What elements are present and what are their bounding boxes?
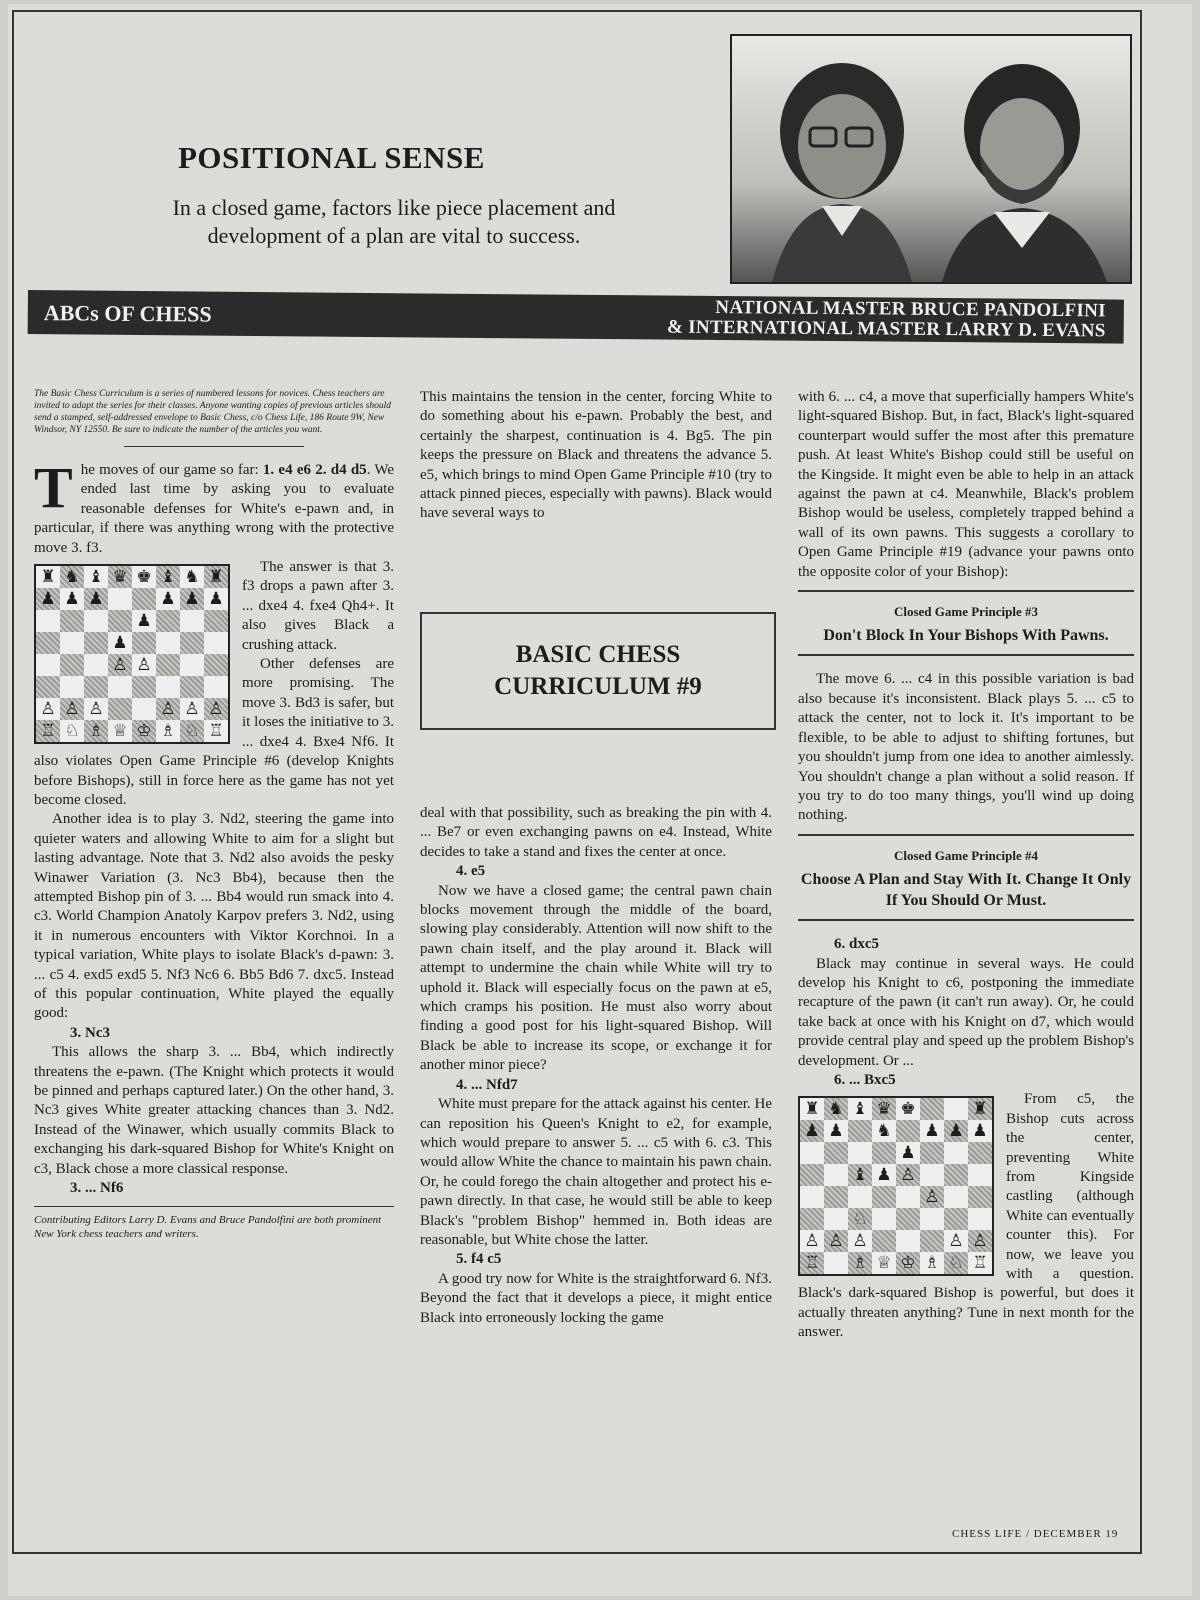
board-square [84,654,108,676]
board-square [84,676,108,698]
board-square [180,632,204,654]
board-square [36,632,60,654]
chess-piece-icon: ♟ [40,588,56,609]
board-square [204,566,228,588]
chess-board [798,1096,994,1276]
chess-diagram-2 [798,1096,994,1276]
board-square [896,1098,920,1120]
chess-piece-icon: ♙ [804,1230,820,1251]
board-square [896,1208,920,1230]
board-square [968,1120,992,1142]
chess-piece-icon: ♟ [948,1120,964,1141]
board-square [824,1186,848,1208]
column-2 [420,388,772,524]
paragraph: Now we have a closed game; the central pawn chain blocks movement through the middle of the board, slowing play considerably. Attention will now shift to the pawn chain itself, and the play around it. Black will attempt to undermine the chain while White will try to uphold it. Black will especially focus on the pawn at e5, which cramps his position. He must also worry about finding a good post for his light-squared Bishop. Will Black be able to increase its scope, or exchange it for another minor piece? [420,882,772,1074]
chess-piece-icon: ♞ [184,566,200,587]
board-square [132,588,156,610]
move-heading: 6. dxc5 [834,936,879,953]
article-title: POSITIONAL SENSE [178,140,485,175]
board-square [132,654,156,676]
board-square [848,1164,872,1186]
chess-piece-icon: ♟ [160,588,176,609]
chess-piece-icon: ♟ [88,588,104,609]
board-square [156,588,180,610]
article-subtitle: In a closed game, factors like piece placement and development of a plan are vital to success. [172,195,616,248]
paragraph: Black may continue in several ways. He could develop his Knight to c6, postponing the immediate recapture of the pawn (it can't run away). Or, he could take back at once with his Knight on d7, which would provide central play and speed up the problem Bishop's development. Or ... [798,955,1134,1069]
board-square [204,588,228,610]
board-square [944,1098,968,1120]
move-heading: 6. ... Bxc5 [834,1071,896,1088]
chess-piece-icon: ♙ [208,698,224,719]
board-square [180,566,204,588]
chess-piece-icon: ♞ [64,566,80,587]
board-square [204,676,228,698]
chess-piece-icon: ♘ [852,1208,868,1229]
board-square [800,1120,824,1142]
board-square [180,610,204,632]
board-square [848,1186,872,1208]
board-square [944,1230,968,1252]
board-square [800,1186,824,1208]
board-square [872,1230,896,1252]
board-square [108,610,132,632]
chess-piece-icon: ♙ [40,698,56,719]
board-square [920,1252,944,1274]
board-square [968,1208,992,1230]
board-square [800,1230,824,1252]
board-square [132,632,156,654]
board-square [180,676,204,698]
board-square [36,676,60,698]
chess-piece-icon: ♗ [160,720,176,741]
chess-piece-icon: ♙ [184,698,200,719]
chess-piece-icon: ♖ [972,1252,988,1273]
chess-piece-icon: ♞ [876,1120,892,1141]
board-square [156,676,180,698]
move-heading: 5. f4 c5 [456,1251,502,1268]
board-square [824,1230,848,1252]
principle-box-4 [798,834,1134,921]
paragraph: A good try now for White is the straightforward 6. Nf3. Beyond the fact that it develops a piece, it might entice Black into erroneously locking the game [420,1270,772,1326]
byline [667,298,1106,342]
board-square [920,1186,944,1208]
page-folio: CHESS LIFE / DECEMBER 19 [952,1528,1119,1540]
principle-text: Choose A Plan and Stay With It. Change It Only If You Should Or Must. [800,871,1132,910]
curriculum-title-1: BASIC CHESS [515,641,681,668]
chess-piece-icon: ♛ [876,1098,892,1119]
chess-piece-icon: ♟ [64,588,80,609]
board-square [180,698,204,720]
board-square [156,698,180,720]
board-square [848,1098,872,1120]
chess-piece-icon: ♙ [64,698,80,719]
chess-piece-icon: ♚ [136,566,152,587]
board-square [848,1208,872,1230]
chess-piece-icon: ♜ [208,566,224,587]
board-square [824,1120,848,1142]
chess-piece-icon: ♞ [828,1098,844,1119]
board-square [180,720,204,742]
board-square [920,1098,944,1120]
authors-photo [730,34,1132,284]
board-square [84,698,108,720]
board-square [60,588,84,610]
paragraph: This allows the sharp 3. ... Bb4, which indirectly threatens the e-pawn. (The Knight which protects it would be pinned and perhaps captured later.) On the other hand, 3. Nc3 gives White greater attacking chances than 3. Nd2. Instead of the Winawer, which usually commits Black to exchanging his dark-squared Bishop for White's Knight on c3, Black chose a more classical response. [34,1044,394,1177]
board-square [800,1142,824,1164]
board-square [60,720,84,742]
paragraph: This maintains the tension in the center, forcing White to do something about his e-pawn. Probably the best, and certainly the sharpest, continuation is 4. Bg5. The pin keeps the pressure on Black and threatens the advance 5. e5, which brings to mind Open Game Principle #10 (try to attack pinned pieces, especially with pawns). Black would have several ways to [420,389,772,522]
board-square [156,632,180,654]
board-square [800,1164,824,1186]
move-heading: 4. e5 [456,863,486,880]
paragraph [34,455,395,558]
board-square [968,1230,992,1252]
board-square [800,1208,824,1230]
board-square [848,1230,872,1252]
text: . We ended last time by asking you to evaluate reasonable defenses for White's e-pawn and, in particular, if there was anything wrong with the protective move 3. f3. [34,462,395,556]
board-square [132,610,156,632]
board-square [944,1252,968,1274]
chess-piece-icon: ♙ [948,1230,964,1251]
chess-piece-icon: ♟ [136,610,152,631]
chess-piece-icon: ♕ [876,1252,892,1273]
board-square [204,698,228,720]
chess-piece-icon: ♙ [852,1230,868,1251]
board-square [84,566,108,588]
board-square [920,1208,944,1230]
move-heading: 3. ... Nf6 [70,1180,124,1197]
board-square [872,1142,896,1164]
board-square [968,1164,992,1186]
chess-piece-icon: ♙ [972,1230,988,1251]
paragraph: Another idea is to play 3. Nd2, steering the game into quieter waters and allowing White to aim for a slight but lasting advantage. Note that 3. Nd2 also avoids the pesky Winawer Variation (3. Nc3 Bb4), because then the attempted Bishop pin of 3. ... Bb4 would run smack into 4. c3. World Champion Anatoly Karpov prefers 3. Nd2, using it in numerous encounters with Viktor Korchnoi. In a typical variation, White plays to isolate Black's d-pawn: 3. ... c5 4. exd5 exd5 5. Nf3 Nc6 6. Bb5 Bd6 7. dxc5. Instead of this popular continuation, White played the equally good: [34,811,394,1022]
board-square [944,1120,968,1142]
board-square [920,1164,944,1186]
chess-board [34,564,230,744]
board-square [968,1252,992,1274]
chess-piece-icon: ♟ [828,1120,844,1141]
board-square [180,588,204,610]
board-square [108,632,132,654]
board-square [108,676,132,698]
chess-piece-icon: ♝ [852,1164,868,1185]
paragraph: deal with that possibility, such as breaking the pin with 4. ... Be7 or even exchanging pawns on e4. Instead, White decides to take a stand and fixes the center at once. [420,805,772,860]
board-square [920,1120,944,1142]
board-square [180,654,204,676]
chess-piece-icon: ♜ [804,1098,820,1119]
chess-piece-icon: ♟ [804,1120,820,1141]
board-square [872,1186,896,1208]
board-square [108,654,132,676]
editor-note: The Basic Chess Curriculum is a series of numbered lessons for novices. Chess teachers are invited to adapt the series for their classes. Anyone wanting copies of previous articles should send a stamped, self-addressed envelope to Basic Chess, c/o Chess Life, 186 Route 9W, New Windsor, NY 12550. Be sure to indicate the number of the articles you want. [34,389,392,435]
board-square [156,566,180,588]
chess-piece-icon: ♖ [804,1252,820,1273]
chess-piece-icon: ♔ [136,720,152,741]
board-square [84,632,108,654]
chess-piece-icon: ♟ [900,1142,916,1163]
curriculum-title-2: CURRICULUM #9 [494,673,702,700]
chess-piece-icon: ♟ [208,588,224,609]
chess-piece-icon: ♟ [184,588,200,609]
board-square [848,1120,872,1142]
board-square [872,1164,896,1186]
board-square [60,566,84,588]
chess-piece-icon: ♜ [40,566,56,587]
chess-piece-icon: ♔ [900,1252,916,1273]
board-square [896,1186,920,1208]
board-square [872,1208,896,1230]
move-heading: 4. ... Nfd7 [456,1076,518,1093]
divider [124,446,304,447]
chess-piece-icon: ♜ [972,1098,988,1119]
board-square [824,1142,848,1164]
move-heading: 3. Nc3 [70,1024,110,1041]
chess-piece-icon: ♟ [112,632,128,653]
board-square [896,1120,920,1142]
board-square [156,610,180,632]
chess-piece-icon: ♙ [828,1230,844,1251]
board-square [944,1164,968,1186]
board-square [132,676,156,698]
board-square [60,610,84,632]
chess-piece-icon: ♘ [948,1252,964,1273]
board-square [84,720,108,742]
chess-piece-icon: ♝ [852,1098,868,1119]
board-square [800,1098,824,1120]
column-3 [798,388,1134,1343]
board-square [204,654,228,676]
chess-piece-icon: ♟ [924,1120,940,1141]
chess-piece-icon: ♙ [88,698,104,719]
board-square [108,698,132,720]
board-square [84,610,108,632]
chess-piece-icon: ♝ [88,566,104,587]
paragraph: The move 6. ... c4 in this possible variation is bad also because it's inconsistent. Black plays 5. ... c5 to attack the center, not to lock it. It's important to be flexible, to be able to adjust to shifting fortunes, but you shouldn't jump from one idea to another aimlessly. You shouldn't change a plan without a solid reason. If you try to do too many things, you'll wind up doing nothing. [798,671,1134,824]
chess-piece-icon: ♝ [160,566,176,587]
board-square [84,588,108,610]
chess-piece-icon: ♚ [900,1098,916,1119]
byline-line-1: NATIONAL MASTER BRUCE PANDOLFINI [715,296,1106,322]
paragraph: From c5, the Bishop cuts across the center, preventing White from Kingside castling (although White can eventually counter this). For now, we leave you with a question. Black's dark-squared Bishop is powerful, but does it actually threaten anything? Tune in next month for the answer. [798,1091,1134,1341]
board-square [824,1252,848,1274]
board-square [824,1208,848,1230]
principle-heading: Closed Game Principle #4 [893,847,1039,863]
paragraph: The answer is that 3. f3 drops a pawn after 3. ... dxe4 4. fxe4 Qh4+. It also gives Black a crushing attack. [242,559,394,653]
curriculum-box [420,612,776,730]
board-square [204,632,228,654]
board-square [872,1252,896,1274]
magazine-page [8,4,1192,1596]
paragraph: Other defenses are more promising. The move 3. Bd3 is safer, but it loses the initiative to 3. ... dxe4 4. Bxe4 Nf6. It also violates Open Game Principle #6 (develop Knights before Bishops), still in force here as the game has not yet become closed. [34,656,394,808]
chess-piece-icon: ♖ [40,720,56,741]
board-square [36,720,60,742]
board-square [204,720,228,742]
board-square [848,1142,872,1164]
paragraph: with 6. ... c4, a move that superficially hampers White's light-squared Bishop. But, in fact, Black's light-squared counterpart would suffer the most after this premature push. At least White's Bishop could still be useful on the Kingside. It might even be able to help in an attack against the pawn at c4. Meanwhile, Black's problem Bishop would be useless, completely trapped behind a wall of its own pawns. This suggests a corollary to Open Game Principle #19 (advance your pawns onto the opposite color of your Bishop): [798,389,1134,580]
chess-piece-icon: ♙ [112,654,128,675]
board-square [944,1186,968,1208]
board-square [944,1208,968,1230]
chess-piece-icon: ♙ [924,1186,940,1207]
byline-line-2: & INTERNATIONAL MASTER LARRY D. EVANS [666,316,1106,342]
board-square [132,566,156,588]
board-square [36,566,60,588]
board-square [944,1142,968,1164]
board-square [968,1186,992,1208]
board-square [36,654,60,676]
board-square [896,1142,920,1164]
board-square [36,588,60,610]
chess-piece-icon: ♗ [924,1252,940,1273]
chess-piece-icon: ♘ [64,720,80,741]
chess-piece-icon: ♕ [112,720,128,741]
board-square [132,698,156,720]
chess-piece-icon: ♙ [900,1164,916,1185]
board-square [824,1098,848,1120]
contributor-note: Contributing Editors Larry D. Evans and Bruce Pandolfini are both prominent New York chess teachers and writers. [34,1206,394,1241]
board-square [896,1164,920,1186]
board-square [108,588,132,610]
board-square [800,1252,824,1274]
board-square [824,1164,848,1186]
board-square [872,1120,896,1142]
chess-piece-icon: ♙ [160,698,176,719]
board-square [968,1142,992,1164]
section-name: ABCs OF CHESS [43,300,212,327]
board-square [36,698,60,720]
chess-piece-icon: ♛ [112,566,128,587]
principle-heading: Closed Game Principle #3 [893,604,1039,620]
board-square [36,610,60,632]
board-square [60,698,84,720]
board-square [60,654,84,676]
board-square [60,632,84,654]
move-text: 1. e4 e6 2. d4 d5 [262,462,367,478]
drop-cap: T [34,455,73,520]
board-square [60,676,84,698]
chess-piece-icon: ♟ [972,1120,988,1141]
board-square [896,1230,920,1252]
chess-piece-icon: ♗ [88,720,104,741]
paragraph: White must prepare for the attack against his center. He can reposition his Queen's Knight to e2, for example, which would prepare to answer 5. ... c5 with 6. c3. This would allow White the chance to maintain his pawn chain. Or, he could forego the chain altogether and protect his e-pawn directly. In that case, he would still be able to keep Black's "problem Bishop" hemmed in. Both ideas are reasonable, but White chose the latter. [420,1096,772,1248]
board-square [156,654,180,676]
chess-piece-icon: ♟ [876,1164,892,1185]
chess-piece-icon: ♙ [136,654,152,675]
chess-piece-icon: ♖ [208,720,224,741]
board-square [848,1252,872,1274]
authors-photo-image [732,36,1130,282]
board-square [896,1252,920,1274]
board-square [108,720,132,742]
chess-piece-icon: ♘ [184,720,200,741]
column-1 [34,388,394,1241]
principle-box-3 [798,590,1134,656]
chess-piece-icon: ♗ [852,1252,868,1273]
board-square [872,1098,896,1120]
chess-diagram-1 [34,564,230,744]
text: he moves of our game so far: [80,462,263,478]
column-2-continued [420,804,772,1328]
board-square [132,720,156,742]
principle-text: Don't Block In Your Bishops With Pawns. [823,627,1109,645]
board-square [108,566,132,588]
board-square [204,610,228,632]
board-square [968,1098,992,1120]
board-square [920,1142,944,1164]
board-square [920,1230,944,1252]
board-square [156,720,180,742]
